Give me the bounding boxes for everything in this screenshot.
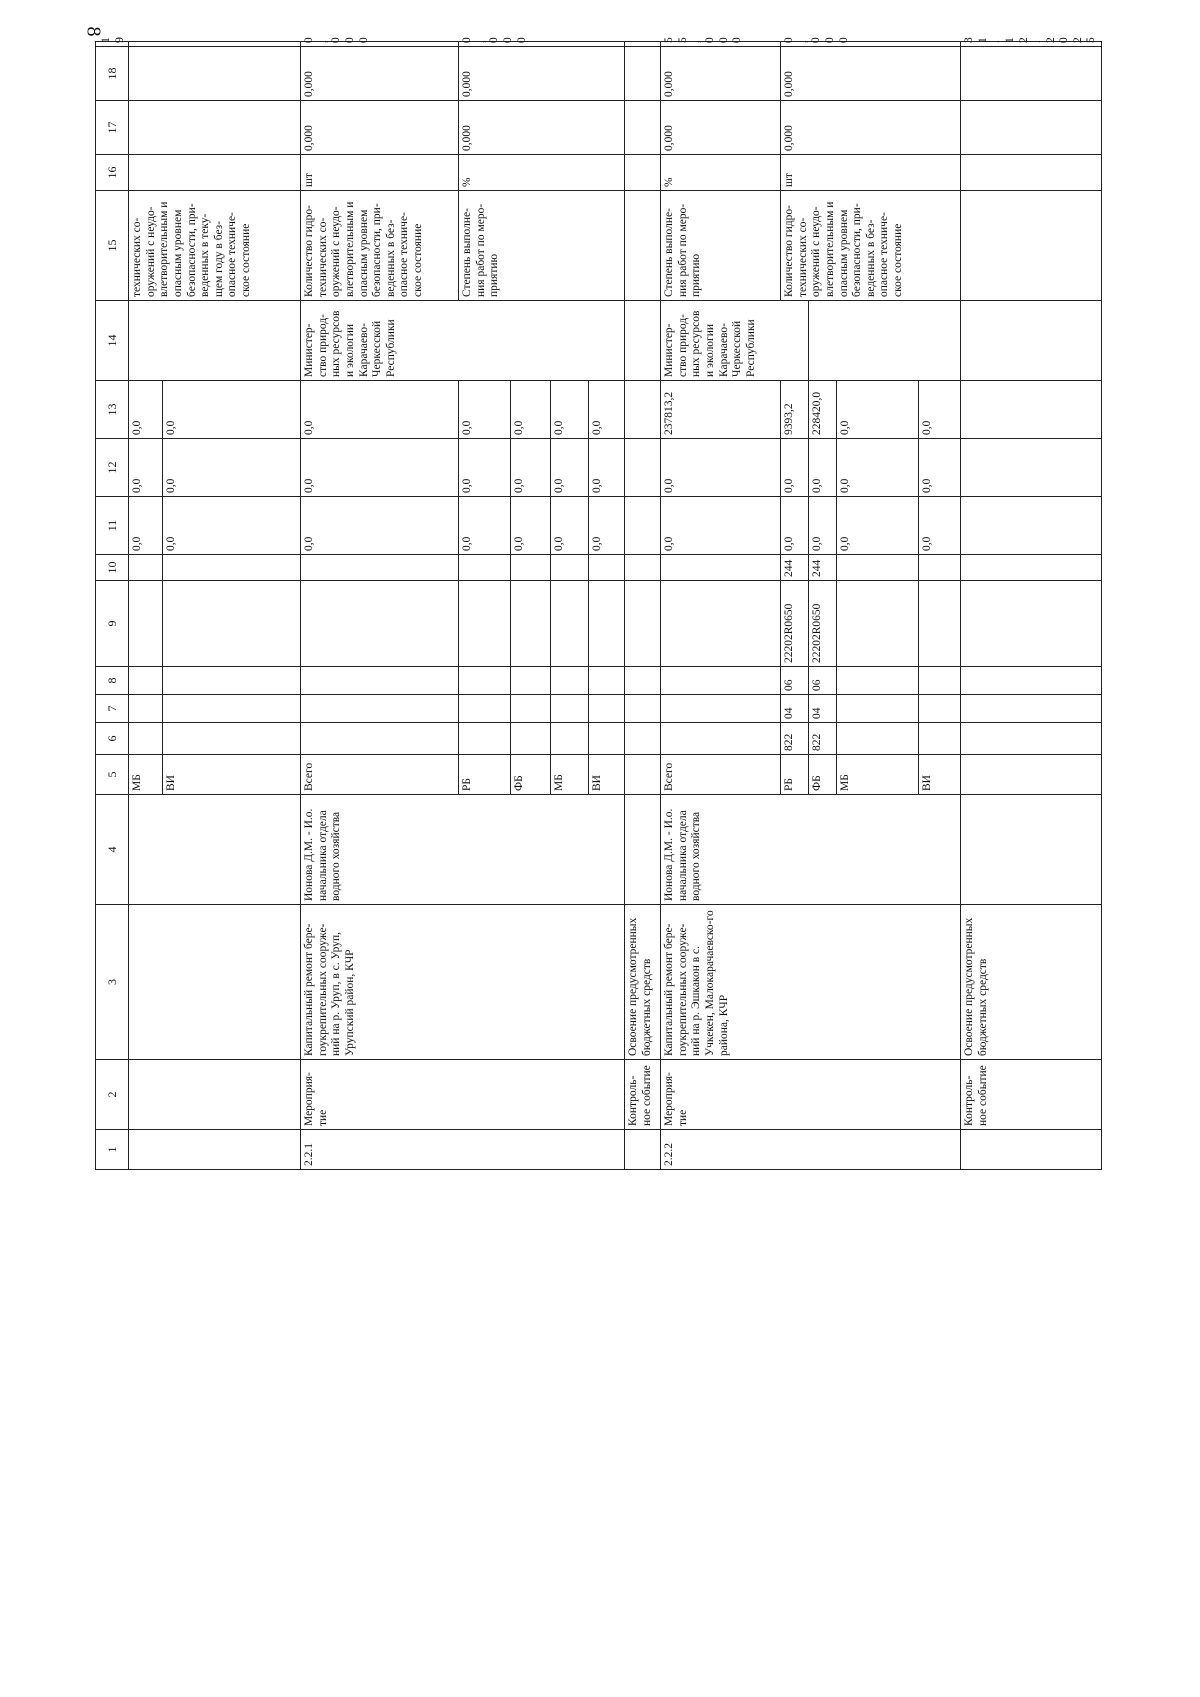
cell-empty [961,439,1102,497]
cell-empty [511,723,551,755]
value-cell: 0,000 [301,47,459,101]
table-row [301,42,459,1170]
control-event-type: Контроль-ное событие [961,1060,1102,1130]
value-cell: 0,0 [551,439,589,497]
value-cell: 0,000 [301,101,459,155]
code-cell: 06 [781,667,809,695]
value-cell: 0,000 [661,47,781,101]
value-cell: 0,000 [781,42,961,47]
value-cell: 0,0 [129,439,163,497]
value-cell: 0,0 [919,381,961,439]
cell-empty [661,667,781,695]
indicator-name: Количество гидро-технических со-оружений с неудо-влетворительным и опасным уровнем безопасности, при-веденных в без-опасное техниче-ское состояние [301,191,459,301]
table-row [961,42,1102,1170]
header-cell: 10 [96,555,129,581]
value-cell: 0,0 [163,439,301,497]
cell-empty [837,555,919,581]
cell-empty [625,667,661,695]
cell-empty [129,795,301,905]
header-cell: 7 [96,695,129,723]
indicator-unit: % [459,155,625,191]
cell-empty [961,381,1102,439]
cell-empty [625,301,661,381]
value-cell: 0,000 [781,47,961,101]
cell-empty [961,301,1102,381]
funding-source: РБ [781,755,809,795]
cell-empty [301,667,459,695]
control-event-name: Освоение предусмотренных бюджетных средств [625,905,661,1060]
cell-empty [961,695,1102,723]
cell-empty [837,581,919,667]
value-cell: 0,0 [589,381,625,439]
cell-empty [511,555,551,581]
cell-empty [589,581,625,667]
header-row [96,42,129,1170]
value-cell: 0,0 [919,497,961,555]
cell-empty [961,101,1102,155]
funding-source: МБ [129,755,163,795]
header-cell: 17 [96,101,129,155]
value-cell: 0,0 [163,497,301,555]
code-cell: 22202R0650 [809,581,837,667]
value-cell: 0,0 [837,497,919,555]
value-cell: 0,0 [459,439,511,497]
cell-empty [625,497,661,555]
value-cell: 0,000 [459,42,625,47]
cell-empty [163,555,301,581]
indicator-name: Количество гидро-технических со-оружений с неудо-влетворительным и опасным уровнем безопасности, при-веденных в без-опасное техниче-ское состояние [781,191,961,301]
code-cell: 244 [781,555,809,581]
cell-empty [625,439,661,497]
cell-empty [129,101,301,155]
funding-source: ВИ [919,755,961,795]
cell-empty [919,723,961,755]
indicator-name: Степень выполне-ния работ по меро-приятию [661,191,781,301]
cell-empty [625,42,661,47]
value-cell: 0,0 [301,497,459,555]
table-row [625,42,661,1170]
value-cell: 0,0 [837,439,919,497]
funding-source: МБ [837,755,919,795]
value-cell: 0,0 [129,497,163,555]
control-event-date: 31.12.2025 [961,42,1102,47]
cell-empty [301,555,459,581]
value-cell: 0,0 [129,381,163,439]
code-cell: 244 [809,555,837,581]
value-cell: 9393,2 [781,381,809,439]
cell-empty [961,47,1102,101]
cell-empty [551,555,589,581]
value-cell: 0,0 [551,381,589,439]
budget-table-sheet [95,37,1098,1170]
cell-empty [163,581,301,667]
page-number: 8 [82,26,105,37]
value-cell: 0,000 [459,47,625,101]
cell-empty [301,723,459,755]
cell-empty [551,695,589,723]
indicator-unit: % [661,155,781,191]
measure-name: Капитальный ремонт бере-гоукрепительных сооруже-ний на р. Эшкакон в с. Учкекен, Малокарачаевско-го района, КЧР [661,905,961,1060]
value-cell: 0,0 [837,381,919,439]
code-cell: 04 [781,695,809,723]
cell-empty [625,755,661,795]
funding-source: Всего [661,755,781,795]
header-cell: 16 [96,155,129,191]
cell-empty [837,695,919,723]
header-cell: 18 [96,47,129,101]
measure-type: Мероприя-тие [301,1060,625,1130]
cell-empty [625,555,661,581]
cell-empty [129,581,163,667]
value-cell: 0,000 [459,101,625,155]
header-cell: 13 [96,381,129,439]
cell-empty [625,695,661,723]
measure-type: Мероприя-тие [661,1060,961,1130]
executor: Министер-ство природ-ных ресурсов и экологии Карачаево-Черкесской Республики [301,301,625,381]
cell-empty [589,723,625,755]
cell-empty [459,581,511,667]
cell-empty [919,695,961,723]
value-cell: 0,0 [589,497,625,555]
header-cell: 8 [96,667,129,695]
value-cell: 0,0 [163,381,301,439]
header-cell: 3 [96,905,129,1060]
header-cell: 4 [96,795,129,905]
cell-empty [625,795,661,905]
indicator-unit: шт [301,155,459,191]
cell-empty [129,155,301,191]
header-cell: 2 [96,1060,129,1130]
cell-empty [129,905,301,1060]
indicator-unit: шт [781,155,961,191]
cell-empty [589,695,625,723]
value-cell: 0,0 [511,439,551,497]
cell-empty [837,667,919,695]
funding-source: ВИ [589,755,625,795]
cell-empty [661,695,781,723]
cell-empty [551,667,589,695]
cell-empty [459,555,511,581]
value-cell: 0,0 [459,497,511,555]
funding-source: МБ [551,755,589,795]
funding-source: Всего [301,755,459,795]
table-row [661,42,781,1170]
code-cell: 822 [809,723,837,755]
indicator-name: технических со-оружений с неудо-влетворительным и опасным уровнем безопасности, при-веденных в теку-щем году в без-опасное техниче-ское состояние [129,191,301,301]
cell-empty [301,581,459,667]
header-cell: 9 [96,581,129,667]
measure-number: 2.2.2 [661,1130,961,1170]
header-cell: 5 [96,755,129,795]
cell-empty [129,695,163,723]
value-cell: 0,000 [781,101,961,155]
cell-empty [459,723,511,755]
cell-empty [919,581,961,667]
cell-empty [625,155,661,191]
cell-empty [919,555,961,581]
cell-empty [511,695,551,723]
cell-empty [129,301,301,381]
header-cell: 14 [96,301,129,381]
code-cell: 22202R0650 [781,581,809,667]
funding-source: ФБ [511,755,551,795]
cell-empty [961,1130,1102,1170]
executor: Министер-ство природ-ных ресурсов и экологии Карачаево-Черкесской Республики [661,301,809,381]
value-cell: 0,000 [301,42,459,47]
cell-empty [129,1130,301,1170]
cell-empty [625,723,661,755]
header-cell: 15 [96,191,129,301]
cell-empty [961,581,1102,667]
header-cell: 12 [96,439,129,497]
cell-empty [961,667,1102,695]
code-cell: 06 [809,667,837,695]
cell-empty [459,667,511,695]
cell-empty [625,47,661,101]
cell-empty [961,723,1102,755]
cell-empty [129,667,163,695]
value-cell: 0,0 [781,497,809,555]
control-event-type: Контроль-ное событие [625,1060,661,1130]
funding-source: ФБ [809,755,837,795]
value-cell: 0,0 [459,381,511,439]
cell-empty [961,191,1102,301]
header-cell: 1 [96,1130,129,1170]
header-cell: 19 [96,42,129,47]
cell-empty [129,555,163,581]
table-row [129,42,163,1170]
cell-empty [129,723,163,755]
funding-source: ВИ [163,755,301,795]
cell-empty [163,695,301,723]
cell-empty [163,723,301,755]
cell-empty [129,47,301,101]
cell-empty [625,101,661,155]
cell-empty [459,695,511,723]
cell-empty [129,1060,301,1130]
cell-empty [961,755,1102,795]
cell-empty [837,723,919,755]
cell-empty [551,581,589,667]
cell-empty [661,581,781,667]
cell-empty [625,581,661,667]
control-event-name: Освоение предусмотренных бюджетных средств [961,905,1102,1060]
value-cell: 0,0 [301,439,459,497]
cell-empty [961,497,1102,555]
cell-empty [961,795,1102,905]
value-cell: 0,000 [661,101,781,155]
cell-empty [589,555,625,581]
header-cell: 6 [96,723,129,755]
value-cell: 0,0 [511,381,551,439]
value-cell: 0,0 [661,439,781,497]
cell-empty [129,42,301,47]
indicator-name: Степень выполне-ния работ по меро-приятию [459,191,625,301]
cell-empty [809,301,961,381]
cell-empty [661,723,781,755]
budget-table [95,37,1102,1170]
cell-empty [625,1130,661,1170]
responsible: Ионова Д.М. - И.о. начальника отдела водного хозяйства [301,795,625,905]
responsible: Ионова Д.М. - И.о. начальника отдела водного хозяйства [661,795,961,905]
cell-empty [625,381,661,439]
code-cell: 822 [781,723,809,755]
cell-empty [163,667,301,695]
value-cell: 0,0 [919,439,961,497]
value-cell: 55,000 [661,42,781,47]
value-cell: 0,0 [809,439,837,497]
cell-empty [625,191,661,301]
cell-empty [301,695,459,723]
value-cell: 228420,0 [809,381,837,439]
cell-empty [961,555,1102,581]
cell-empty [661,555,781,581]
cell-empty [589,667,625,695]
value-cell: 0,0 [781,439,809,497]
value-cell: 0,0 [809,497,837,555]
header-cell: 11 [96,497,129,555]
cell-empty [551,723,589,755]
value-cell: 0,0 [551,497,589,555]
cell-empty [961,155,1102,191]
cell-empty [511,667,551,695]
measure-number: 2.2.1 [301,1130,625,1170]
code-cell: 04 [809,695,837,723]
value-cell: 0,0 [301,381,459,439]
measure-name: Капитальный ремонт бере-гоукрепительных сооруже-ний на р. Уруп, в с. Уруп, Урупский район, КЧР [301,905,625,1060]
value-cell: 237813,2 [661,381,781,439]
funding-source: РБ [459,755,511,795]
value-cell: 0,0 [511,497,551,555]
cell-empty [511,581,551,667]
value-cell: 0,0 [661,497,781,555]
cell-empty [919,667,961,695]
value-cell: 0,0 [589,439,625,497]
